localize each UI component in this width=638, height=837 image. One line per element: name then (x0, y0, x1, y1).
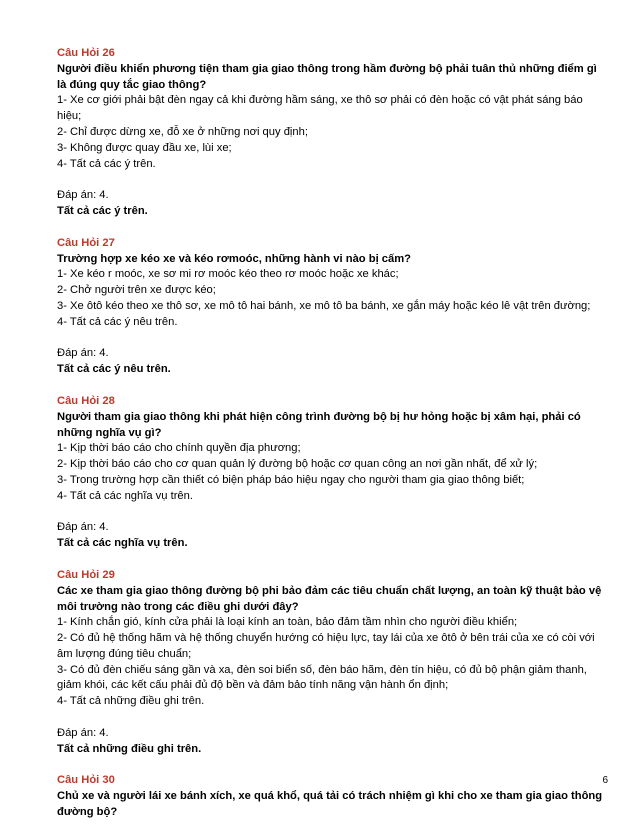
answer-text: Tất cả các nghĩa vụ trên. (57, 537, 188, 550)
answer-text: Tất cả các ý trên. (57, 204, 148, 217)
answer-option: 2- Chở người trên xe được kéo; (57, 284, 216, 297)
answer-option: 4- Tất cả các ý nêu trên. (57, 315, 178, 328)
answer-option: 3- Không được quay đầu xe, lùi xe; (57, 141, 232, 154)
page-number: 6 (602, 775, 608, 786)
question-title: Câu Hỏi 26 (57, 47, 115, 59)
answer-option: 2- Chỉ được dừng xe, đỗ xe ở những nơi quy định; (57, 125, 308, 138)
answer-label: Đáp án: 4. (57, 189, 109, 202)
spacer (57, 710, 605, 726)
answer-text: Tất cả các ý nêu trên. (57, 363, 171, 376)
answer-option: 3- Trong trường hợp cần thiết có biện pháp báo hiệu ngay cho người tham gia giao thông biết; (57, 473, 525, 486)
answer-option: 4- Tất cả những điều ghi trên. (57, 695, 205, 708)
answer-option: 2- Có đủ hệ thống hãm và hệ thống chuyển hướng có hiệu lực, tay lái của xe ôtô ở bên trái của xe có còi với âm lượng đúng tiêu chuẩn; (57, 632, 595, 660)
answer-option: 4- Tất cả các nghĩa vụ trên. (57, 489, 193, 502)
question-title: Câu Hỏi 28 (57, 394, 115, 407)
question-title: Câu Hỏi 30 (57, 774, 115, 787)
question-26 (57, 46, 605, 220)
question-text: Trường hợp xe kéo xe và kéo rơmoóc, những hành vi nào bị cấm? (57, 252, 412, 265)
question-text: Người điều khiển phương tiện tham gia giao thông trong hầm đường bộ phải tuân thủ những điểm gì là đúng quy tắc giao thông? (57, 62, 597, 91)
document-body (57, 46, 605, 837)
answer-option: 1- Kịp thời báo cáo cho chính quyền địa phương; (57, 442, 301, 455)
answer-option: 3- Có đủ đèn chiếu sáng gần và xa, đèn soi biển số, đèn báo hãm, đèn tín hiệu, có đủ bộ phận giảm thanh, giảm khói, các kết cấu phải đủ độ bền và đảm bảo tính năng vận hành ổn định; (57, 663, 587, 692)
answer-option: 3- Xe ôtô kéo theo xe thô sơ, xe mô tô hai bánh, xe mô tô ba bánh, xe gắn máy hoặc kéo lê vật trên đường; (57, 299, 591, 312)
question-text: Các xe tham gia giao thông đường bộ phi bảo đảm các tiêu chuẩn chất lượng, an toàn kỹ thuật bảo vệ môi trường nào trong các điều ghi dưới đây? (57, 584, 602, 613)
question-30 (57, 773, 605, 820)
question-text: Người tham gia giao thông khi phát hiện công trình đường bộ bị hư hỏng hoặc bị xâm hại, phải có những nghĩa vụ gì? (57, 410, 581, 439)
answer-option: 1- Xe kéo r moóc, xe sơ mi rơ moóc kéo theo rơ moóc hoặc xe khác; (57, 268, 399, 281)
answer-text: Tất cả những điều ghi trên. (57, 742, 202, 755)
answer-option: 1- Xe cơ giới phải bật đèn ngay cả khi đường hầm sáng, xe thô sơ phải có đèn hoặc có vật phát sáng báo hiệu; (57, 94, 583, 123)
question-text: Chủ xe và người lái xe bánh xích, xe quá khổ, quá tải có trách nhiệm gì khi cho xe tham gia giao thông đường bộ? (57, 790, 603, 819)
answer-label: Đáp án: 4. (57, 726, 109, 739)
question-27 (57, 236, 605, 378)
answer-label: Đáp án: 4. (57, 347, 109, 360)
answer-option: 2- Kịp thời báo cáo cho cơ quan quản lý đường bộ hoặc cơ quan công an nơi gần nhất, để xử lý; (57, 458, 538, 471)
answer-label: Đáp án: 4. (57, 521, 109, 534)
question-title: Câu Hỏi 29 (57, 568, 115, 581)
answer-option: 1- Kính chắn gió, kính cửa phải là loại kính an toàn, bảo đảm tầm nhìn cho người điều khiển; (57, 616, 518, 629)
question-28 (57, 394, 605, 552)
spacer (57, 331, 605, 347)
spacer (57, 505, 605, 521)
question-title: Câu Hỏi 27 (57, 236, 115, 249)
question-29 (57, 568, 605, 758)
answer-option: 4- Tất cả các ý trên. (57, 157, 156, 170)
spacer (57, 172, 605, 188)
